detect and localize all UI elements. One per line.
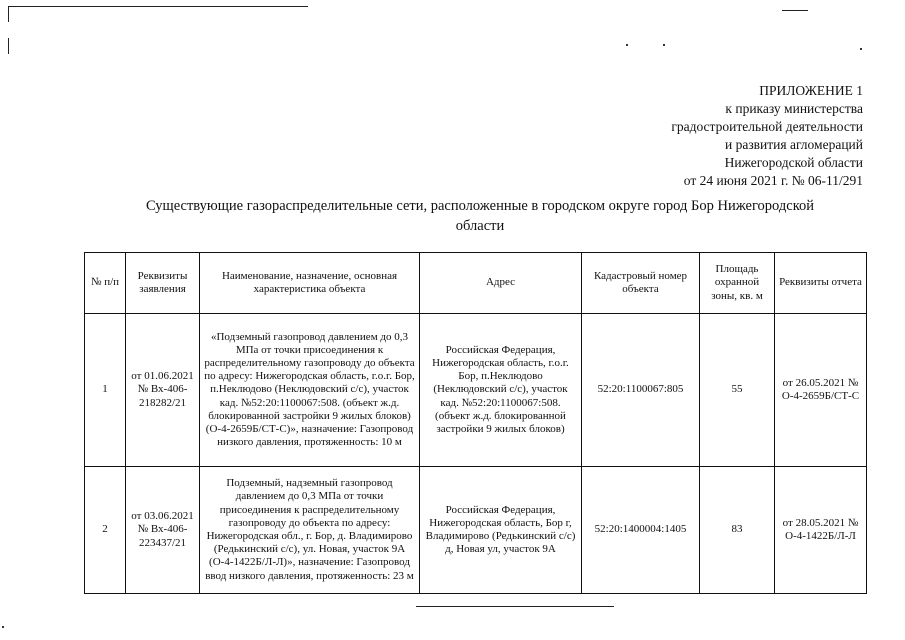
header-area: Площадь охранной зоны, кв. м xyxy=(700,253,775,314)
scan-noise-dot xyxy=(663,44,665,46)
scan-noise-dot xyxy=(626,44,628,46)
scan-artifact-left-mark xyxy=(8,38,9,54)
cell-request: от 01.06.2021 № Вх-406-218282/21 xyxy=(126,314,200,467)
appendix-line: и развития агломераций xyxy=(724,137,863,152)
table-row xyxy=(85,467,867,594)
cell-report: от 26.05.2021 № О-4-2659Б/СТ-С xyxy=(775,314,867,467)
table-header-row xyxy=(85,253,867,314)
appendix-line: к приказу министерства xyxy=(725,101,863,116)
appendix-line: ПРИЛОЖЕНИЕ 1 xyxy=(759,83,863,98)
scan-artifact-top-line xyxy=(8,6,308,7)
scan-noise-dot xyxy=(860,48,862,50)
cell-area: 55 xyxy=(700,314,775,467)
header-name: Наименование, назначение, основная характеристика объекта xyxy=(200,253,420,314)
cell-cadastral: 52:20:1400004:1405 xyxy=(582,467,700,594)
header-cadastral: Кадастровый номер объекта xyxy=(582,253,700,314)
scan-artifact-left-mark xyxy=(8,6,9,22)
header-address: Адрес xyxy=(420,253,582,314)
cell-cadastral: 52:20:1100067:805 xyxy=(582,314,700,467)
cell-address: Российская Федерация, Нижегородская область, Бор г, Владимирово (Редькинский с/с) д, Новая ул, участок 9А xyxy=(420,467,582,594)
header-request: Реквизиты заявления xyxy=(126,253,200,314)
document-title: Существующие газораспределительные сети, расположенные в городском округе город Бор Нижегородской области xyxy=(145,198,815,234)
gas-network-table xyxy=(84,252,867,594)
cell-area: 83 xyxy=(700,467,775,594)
scan-noise-dot xyxy=(2,626,4,628)
cell-request: от 03.06.2021 № Вх-406-223437/21 xyxy=(126,467,200,594)
cell-number: 1 xyxy=(85,314,126,467)
appendix-line: градостроительной деятельности xyxy=(671,119,863,134)
cell-address: Российская Федерация, Нижегородская область, г.о.г. Бор, п.Неклюдово (Неклюдовский с/с), участок кад. №52:20:1100067:508. (объект ж.д. блокированной застройки 9 жилых блоков) xyxy=(420,314,582,467)
header-report: Реквизиты отчета xyxy=(775,253,867,314)
appendix-line: Нижегородской области xyxy=(724,155,863,170)
cell-name: Подземный, надземный газопровод давлением до 0,3 МПа от точки присоединения к распределительному газопроводу до объекта по адресу: Нижегородская обл., г. Бор, д. Владимирово (Редькинский с/с), ул. Новая, участок 9А (О-4-1422Б/Л-Л)», назначение: Газопровод ввод низкого давления, протяженность: 23 м xyxy=(200,467,420,594)
appendix-line: от 24 июня 2021 г. № 06-11/291 xyxy=(683,173,863,188)
scan-artifact-bottom-line xyxy=(416,606,614,607)
cell-number: 2 xyxy=(85,467,126,594)
cell-name: «Подземный газопровод давлением до 0,3 МПа от точки присоединения к распределительному газопроводу до объекта по адресу: Нижегородская область, г.о.г. Бор, п.Неклюдово (Неклюдовский с/с), участок кад. №52:20:1100067:508. (объект ж.д. блокированной застройки 9 жилых блоков) (О-4-2659Б/СТ-С)», назначение: Газопровод низкого давления, протяженность: 10 м xyxy=(200,314,420,467)
table-row xyxy=(85,314,867,467)
header-number: № п/п xyxy=(85,253,126,314)
cell-report: от 28.05.2021 № О-4-1422Б/Л-Л xyxy=(775,467,867,594)
scan-artifact-top-right-line xyxy=(782,10,808,11)
appendix-block xyxy=(671,82,863,190)
